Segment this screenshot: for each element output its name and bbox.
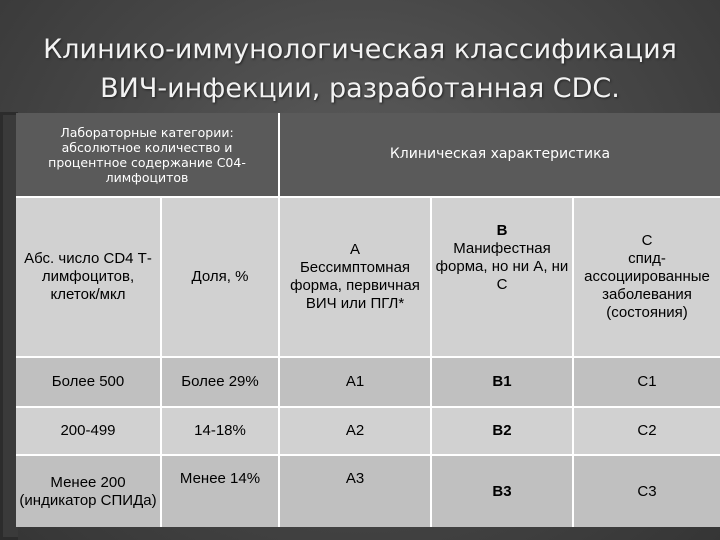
subheader-percent-text: Доля, % xyxy=(191,268,249,285)
row3-c-text: С3 xyxy=(637,482,657,500)
category-a-letter: А xyxy=(349,241,360,258)
category-c-text: спид-ассоциированные заболевания (состояния) xyxy=(584,250,710,321)
row1-a xyxy=(280,358,430,406)
row2-abs xyxy=(16,408,160,454)
header-clinical-text: Клиническая характеристика xyxy=(389,146,611,162)
subheader-percent xyxy=(162,198,278,356)
category-c-letter: С xyxy=(641,232,653,249)
subheader-abs-count xyxy=(16,198,160,356)
subheader-category-c xyxy=(574,198,720,356)
category-b-letter: В xyxy=(496,222,508,239)
row2-b-text: В2 xyxy=(492,422,512,439)
row2-a xyxy=(280,408,430,454)
row3-b xyxy=(432,456,572,527)
header-lab-categories xyxy=(16,113,278,196)
row3-abs-text: Менее 200 (индикатор СПИДа) xyxy=(19,473,157,509)
row2-pct-text: 14-18% xyxy=(194,422,246,439)
row3-pct xyxy=(162,456,278,527)
row2-abs-text: 200-499 xyxy=(60,422,116,439)
title-line-2: ВИЧ-инфекции, разработанная CDC. xyxy=(100,73,620,104)
subheader-abs-count-text: Абс. число CD4 Т-лимфоцитов, клеток/мкл xyxy=(24,250,152,303)
row2-a-text: А2 xyxy=(345,422,365,439)
row1-pct-text: Более 29% xyxy=(181,373,259,390)
row2-c xyxy=(574,408,720,454)
row1-b xyxy=(432,358,572,406)
row1-b-text: В1 xyxy=(492,373,512,390)
category-b-text: Манифестная форма, но ни А, ни С xyxy=(435,240,569,293)
slide-title xyxy=(0,30,720,110)
title-line-1: Клинико-иммунологическая классификация xyxy=(43,34,677,65)
row1-c-text: С1 xyxy=(637,373,657,390)
row1-pct xyxy=(162,358,278,406)
category-a-text: Бессимптомная форма, первичная ВИЧ или ПГЛ* xyxy=(290,259,420,312)
row3-abs xyxy=(16,456,160,527)
subheader-category-a xyxy=(280,198,430,356)
row3-pct-text: Менее 14% xyxy=(179,470,261,487)
row3-a-text: А3 xyxy=(345,470,365,487)
row1-a-text: А1 xyxy=(345,373,365,390)
row2-b xyxy=(432,408,572,454)
header-clinical xyxy=(280,113,720,196)
row1-abs xyxy=(16,358,160,406)
row1-abs-text: Более 500 xyxy=(51,373,125,390)
classification-table xyxy=(16,113,720,527)
row3-a xyxy=(280,456,430,527)
header-lab-categories-text: Лабораторные категории: абсолютное количество и процентное содержание С04-лимфоцитов xyxy=(48,124,246,185)
row3-b-text: В3 xyxy=(492,482,512,500)
row1-c xyxy=(574,358,720,406)
row3-c xyxy=(574,456,720,527)
row2-pct xyxy=(162,408,278,454)
subheader-category-b xyxy=(432,198,572,356)
row2-c-text: С2 xyxy=(637,422,657,439)
